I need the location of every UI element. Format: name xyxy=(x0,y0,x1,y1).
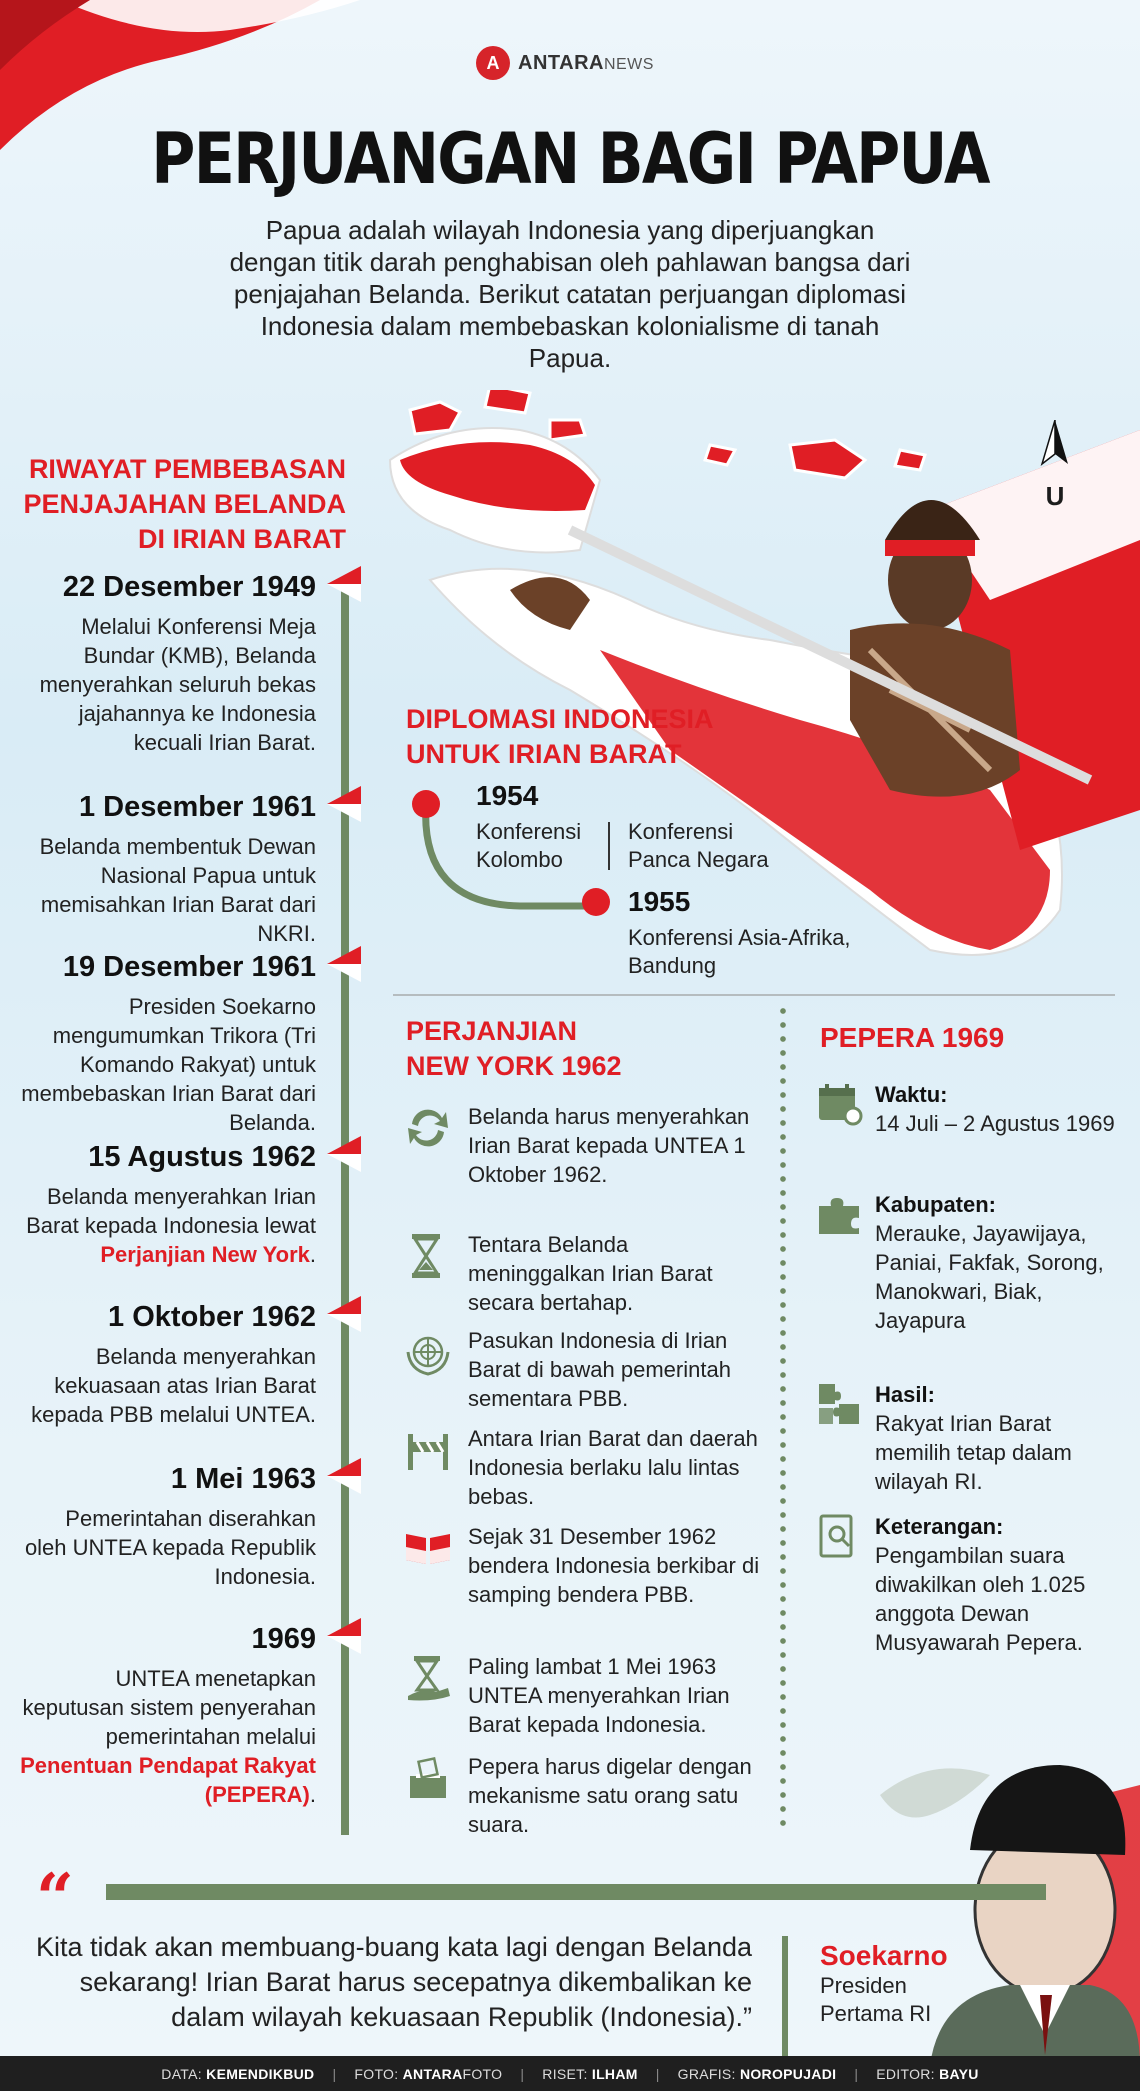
diplomasi-item: Konferensi Asia-Afrika, Bandung xyxy=(628,925,851,978)
pepera-label: Keterangan: xyxy=(875,1514,1004,1539)
diplomasi-year-1954: 1954 xyxy=(476,780,539,811)
ballot-box-icon xyxy=(402,1752,454,1804)
timeline-entry xyxy=(20,570,316,757)
perjanjian-item: Tentara Belanda meninggalkan Irian Barat secara bertahap. xyxy=(402,1230,762,1317)
speaker-name: Soekarno xyxy=(820,1940,948,1971)
perjanjian-item: Antara Irian Barat dan daerah Indonesia berlaku lalu lintas bebas. xyxy=(402,1424,762,1511)
timeline-entry: 15 Agustus 1962 Belanda menyerahkan Irian Barat kepada Indonesia lewat Perjanjian New York. xyxy=(20,1140,316,1269)
perjanjian-title: PERJANJIAN NEW YORK 1962 xyxy=(406,1016,622,1081)
pepera-item xyxy=(815,1080,1115,1138)
diplomasi-title: DIPLOMASI INDONESIA UNTUK IRIAN BARAT xyxy=(406,704,714,769)
perjanjian-item: Sejak 31 Desember 1962 bendera Indonesia berkibar di samping bendera PBB. xyxy=(402,1522,762,1609)
quote-mark-icon: “ xyxy=(36,1859,74,1937)
perjanjian-item: Pepera harus digelar dengan mekanisme satu orang satu suara. xyxy=(402,1752,762,1839)
timeline-flag-icon xyxy=(327,786,361,822)
timeline-entry xyxy=(20,790,316,948)
north-compass xyxy=(1040,420,1070,512)
quote-divider xyxy=(782,1936,788,2056)
flag-icon xyxy=(402,1522,454,1574)
un-emblem-icon xyxy=(402,1326,454,1378)
timeline-entry xyxy=(20,1462,316,1591)
intro-paragraph: Papua adalah wilayah Indonesia yang diperjuangkan dengan titik darah penghabisan oleh pahlawan bangsa dari penjajahan Belanda. Berikut catatan perjuangan diplomasi Indonesia dalam membebaskan kolonialisme di tanah Papua. xyxy=(229,215,911,373)
timeline-entry xyxy=(20,950,316,1137)
credits-footer: DATA: KEMENDIKBUD | FOTO: ANTARAFOTO | RISET: ILHAM | GRAFIS: NOROPUJADI | EDITOR: BAYU xyxy=(0,2056,1140,2091)
timeline-date: 1 Desember 1961 xyxy=(79,791,316,823)
riwayat-title: RIWAYAT PEMBEBASAN PENJAJAHAN BELANDA DI IRIAN BARAT xyxy=(23,454,346,554)
compass-arrow-icon xyxy=(1040,420,1070,468)
timeline-text: Presiden Soekarno mengumumkan Trikora (Tri Komando Rakyat) untuk membebaskan Irian Barat dari Belanda. xyxy=(21,994,316,1135)
timeline-flag-icon xyxy=(327,946,361,982)
quote-bar xyxy=(106,1884,1046,1900)
diplomasi-item: Konferensi Panca Negara xyxy=(628,819,769,872)
timeline-flag-icon xyxy=(327,566,361,602)
timeline-entry xyxy=(20,1300,316,1429)
timeline-text: Melalui Konferensi Meja Bundar (KMB), Belanda menyerahkan seluruh bekas jajahannya ke Indonesia kecuali Irian Barat. xyxy=(39,614,316,755)
pepera-item xyxy=(815,1512,1115,1657)
pepera-text: Pengambilan suara diwakilkan oleh 1.025 anggota Dewan Musyawarah Pepera. xyxy=(875,1543,1086,1655)
credit-editor: EDITOR: BAYU xyxy=(876,2065,979,2082)
pepera-label: Kabupaten: xyxy=(875,1192,996,1217)
perjanjian-item: Pasukan Indonesia di Irian Barat di bawah pemerintah sementara PBB. xyxy=(402,1326,762,1413)
perjanjian-item: Belanda harus menyerahkan Irian Barat kepada UNTEA 1 Oktober 1962. xyxy=(402,1102,762,1189)
antara-logo-icon: A xyxy=(476,46,510,80)
pepera-text: Merauke, Jayawijaya, Paniai, Fakfak, Sorong, Manokwari, Biak, Jayapura xyxy=(875,1221,1104,1333)
compass-label: U xyxy=(1045,481,1065,511)
credit-riset: RISET: ILHAM xyxy=(542,2065,638,2082)
timeline-date: 1 Oktober 1962 xyxy=(108,1301,316,1333)
speaker-role: Pertama RI xyxy=(820,2001,932,2026)
perjanjian-item: Paling lambat 1 Mei 1963 UNTEA menyerahkan Irian Barat kepada Indonesia. xyxy=(402,1652,762,1739)
page-title: PERJUANGAN BAGI PAPUA xyxy=(151,118,989,200)
timeline-date: 1 Mei 1963 xyxy=(170,1463,316,1495)
timeline-date: 22 Desember 1949 xyxy=(62,571,316,603)
timeline-entry: 1969 UNTEA menetapkan keputusan sistem penyerahan pemerintahan melalui Penentuan Pendapat Rakyat (PEPERA). xyxy=(20,1623,316,1807)
pepera-item xyxy=(815,1380,1115,1496)
timeline-date: 1969 xyxy=(251,1623,316,1655)
section-divider xyxy=(393,994,1115,996)
quote-text: Kita tidak akan membuang-buang kata lagi dengan Belanda sekarang! Irian Barat harus secepatnya dikembalikan ke dalam wilayah kekuasaan Republik (Indonesia).” xyxy=(35,1932,752,2032)
timeline-flag-icon xyxy=(327,1136,361,1172)
dotted-divider xyxy=(780,1004,786,1834)
timeline-flag-icon xyxy=(327,1458,361,1494)
timeline-text: Belanda menyerahkan kekuasaan atas Irian Barat kepada PBB melalui UNTEA. xyxy=(31,1344,316,1427)
calendar-icon xyxy=(815,1080,863,1128)
timeline-date: 15 Agustus 1962 xyxy=(88,1141,316,1173)
hourglass-hand-icon xyxy=(402,1652,454,1704)
diplomasi-item: Konferensi Kolombo xyxy=(476,819,582,872)
pepera-title: PEPERA 1969 xyxy=(820,1022,1005,1053)
pepera-label: Waktu: xyxy=(875,1082,948,1107)
timeline-highlight: Perjanjian New York xyxy=(100,1242,310,1267)
quote-speaker xyxy=(820,1940,948,2028)
credit-foto: FOTO: ANTARAFOTO xyxy=(354,2065,503,2082)
pepera-text: 14 Juli – 2 Agustus 1969 xyxy=(875,1111,1115,1136)
puzzle-icon xyxy=(815,1190,863,1238)
diplomasi-year-1955: 1955 xyxy=(628,886,691,917)
pepera-item xyxy=(815,1190,1115,1335)
brand-name: ANTARA xyxy=(518,51,604,74)
timeline-text: Belanda menyerahkan Irian Barat kepada Indonesia lewat xyxy=(26,1184,316,1238)
barrier-icon xyxy=(402,1424,454,1476)
brand-suffix: NEWS xyxy=(603,55,654,73)
pepera-label: Hasil: xyxy=(875,1382,935,1407)
hourglass-icon xyxy=(402,1230,454,1282)
timeline-flag-icon xyxy=(327,1618,361,1654)
puzzle-pieces-icon xyxy=(815,1380,863,1428)
timeline-highlight: Penentuan Pendapat Rakyat (PEPERA) xyxy=(20,1753,316,1807)
timeline-date: 19 Desember 1961 xyxy=(62,951,316,983)
exchange-icon xyxy=(402,1102,454,1154)
timeline-flag-icon xyxy=(327,1296,361,1332)
timeline-text: Pemerintahan diserahkan oleh UNTEA kepada Republik Indonesia. xyxy=(24,1506,316,1589)
speaker-role: Presiden xyxy=(820,1973,907,1998)
credit-data: DATA: KEMENDIKBUD xyxy=(161,2065,315,2082)
timeline-text: Belanda membentuk Dewan Nasional Papua untuk memisahkan Irian Barat dari NKRI. xyxy=(39,834,316,946)
credit-grafis: GRAFIS: NOROPUJADI xyxy=(677,2065,837,2082)
document-search-icon xyxy=(815,1512,863,1560)
diplomasi-separator xyxy=(608,822,610,870)
antara-news-logo xyxy=(476,46,654,80)
pepera-text: Rakyat Irian Barat memilih tetap dalam wilayah RI. xyxy=(875,1411,1072,1494)
timeline-text: UNTEA menetapkan keputusan sistem penyerahan pemerintahan melalui xyxy=(22,1666,316,1749)
